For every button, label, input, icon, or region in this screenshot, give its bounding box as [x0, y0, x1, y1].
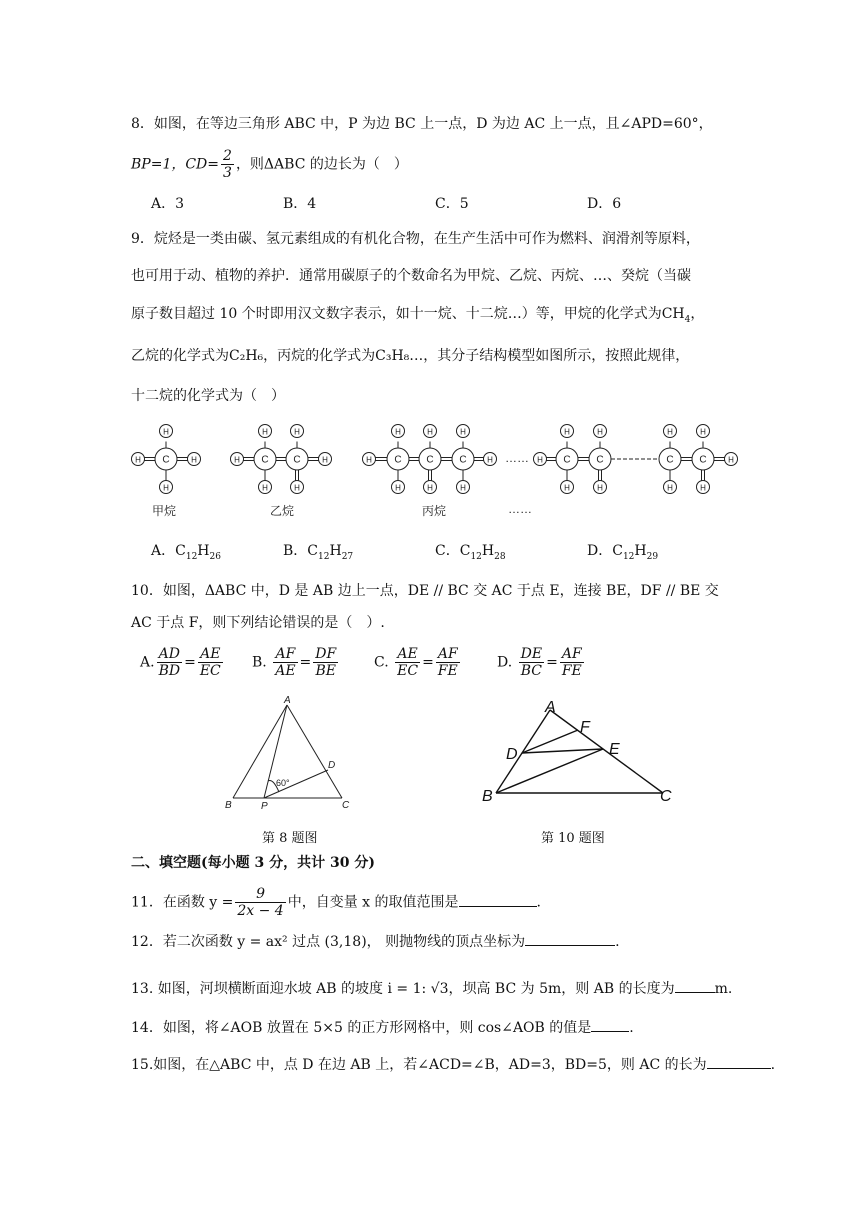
q10-line2: AC 于点 F，则下列结论错误的是（ ）.: [131, 615, 385, 631]
fig10-label-e: E: [609, 741, 620, 758]
q10-option-a: A. $\frac{AD}{BD}$ = $\frac{AE}{EC}$: [140, 646, 221, 679]
hydrogen-atom-symbol: H: [537, 455, 543, 465]
q8-tail: ，则ΔABC 的边长为（ ）: [235, 156, 408, 173]
carbon-atom-symbol: C: [459, 454, 467, 466]
hydrogen-atom-symbol: H: [700, 483, 706, 493]
figure-8: [215, 692, 365, 822]
section-2-heading: 二、填空题(每小题 3 分，共计 30 分): [131, 855, 375, 871]
q9-line4: 乙烷的化学式为C₂H₆，丙烷的化学式为C₃H₈…，其分子结构模型如图所示，按照此规律，: [131, 348, 690, 364]
segment-pd: [264, 770, 328, 798]
hydrogen-atom-symbol: H: [163, 427, 169, 437]
hydrogen-atom-symbol: H: [564, 427, 570, 437]
q9-line3-text: 原子数目超过 10 个时即用汉文数字表示，如十一烷、十二烷…）等，甲烷的化学式为CH: [131, 306, 685, 322]
q9-line3: [131, 304, 704, 330]
hydrogen-atom-symbol: H: [597, 427, 603, 437]
hydrogen-atom-symbol: H: [135, 455, 141, 465]
carbon-atom-symbol: C: [261, 454, 269, 466]
q8-option-b: B．4: [283, 196, 317, 212]
hydrogen-atom-symbol: H: [564, 483, 570, 493]
q8-frac-num: 2: [223, 148, 232, 164]
hydrogen-atom-symbol: H: [234, 455, 240, 465]
side-ac: [550, 710, 663, 793]
q9-option-a: A．$C_{12}H_{26}$: [151, 543, 221, 562]
hydrogen-atom-symbol: H: [667, 483, 673, 493]
q10-option-b: B. $\frac{AF}{AE}$ = $\frac{DF}{BE}$: [252, 646, 337, 679]
fig8-label-b: B: [225, 800, 232, 811]
figure-10-caption: 第 10 题图: [541, 831, 605, 846]
hydrogen-atom-symbol: H: [427, 483, 433, 493]
fig8-label-c: C: [342, 800, 350, 811]
q8-line1: 8．如图，在等边三角形 ABC 中，P 为边 BC 上一点，D 为边 AC 上一点，且∠APD=60°，: [131, 116, 713, 132]
carbon-atom-symbol: C: [699, 454, 707, 466]
q9-line1: 9．烷烃是一类由碳、氢元素组成的有机化合物，在生产生活中可作为燃料、润滑剂等原料，: [131, 231, 700, 247]
hydrogen-atom-symbol: H: [460, 483, 466, 493]
q9-line3-sub: 4: [684, 314, 691, 325]
hydrogen-atom-symbol: H: [460, 427, 466, 437]
ellipsis-mid-1: ……: [505, 451, 529, 465]
hydrogen-atom-symbol: H: [395, 427, 401, 437]
q9-option-c: C．$C_{12}H_{28}$: [435, 543, 506, 562]
fig8-label-p: P: [261, 801, 268, 812]
q14-answer-blank[interactable]: [591, 1017, 629, 1032]
ellipsis-bottom: ……: [508, 502, 532, 516]
molecule-diagram: [0, 415, 868, 525]
q9-option-b: B．$C_{12}H_{27}$: [283, 543, 354, 562]
hydrogen-atom-symbol: H: [262, 427, 268, 437]
hydrogen-atom-symbol: H: [366, 455, 372, 465]
figure-8-caption: 第 8 题图: [262, 831, 318, 846]
q9-line5: 十二烷的化学式为（ ）: [131, 388, 285, 404]
carbon-atom-symbol: C: [162, 454, 170, 466]
fig10-label-c: C: [660, 788, 672, 805]
hydrogen-atom-symbol: H: [262, 483, 268, 493]
carbon-atom-symbol: C: [563, 454, 571, 466]
carbon-atom-symbol: C: [293, 454, 301, 466]
hydrogen-atom-symbol: H: [163, 483, 169, 493]
ethane-label: 乙烷: [270, 504, 295, 518]
carbon-atom-symbol: C: [426, 454, 434, 466]
q11: 11．在函数 y = $\frac{9}{2x - 4}$ 中，自变量 x 的取值范围是 .: [131, 886, 541, 919]
q8-fraction: [221, 148, 234, 181]
q9-line3-end: ，: [690, 306, 705, 322]
hydrogen-atom-symbol: H: [427, 427, 433, 437]
q12: 12．若二次函数 y = ax² 过点 (3,18)， 则抛物线的顶点坐标为 .: [131, 931, 620, 952]
hydrogen-atom-symbol: H: [294, 427, 300, 437]
hydrogen-atom-symbol: H: [667, 427, 673, 437]
carbon-atom-symbol: C: [394, 454, 402, 466]
hydrogen-atom-symbol: H: [294, 483, 300, 493]
fig8-angle-label: 60°: [276, 778, 290, 788]
fig10-label-a: A: [545, 699, 556, 716]
fig10-label-d: D: [506, 746, 518, 763]
fig8-label-d: D: [328, 760, 336, 771]
fig8-label-a: A: [284, 695, 291, 706]
segment-df: [522, 730, 578, 753]
q10-line1: 10．如图，ΔABC 中，D 是 AB 边上一点，DE // BC 交 AC 于点 E，连接 BE，DF // BE 交: [131, 583, 719, 599]
q12-answer-blank[interactable]: [525, 931, 615, 946]
hydrogen-atom-symbol: H: [395, 483, 401, 493]
q13: 13. 如图，河坝横断面迎水坡 AB 的坡度 i = 1: √3，坝高 BC 为 5m，则 AB 的长度为 m.: [131, 978, 732, 999]
q14: 14．如图，将∠AOB 放置在 5×5 的正方形网格中，则 cos∠AOB 的值是 .: [131, 1017, 634, 1038]
q8-option-d: D．6: [587, 196, 622, 212]
carbon-atom-symbol: C: [596, 454, 604, 466]
hydrogen-atom-symbol: H: [728, 455, 734, 465]
q13-answer-blank[interactable]: [675, 978, 715, 993]
segment-de: [522, 749, 603, 753]
q10-option-d: D. $\frac{DE}{BC}$ = $\frac{AF}{FE}$: [497, 646, 582, 679]
q8-line2: [131, 148, 408, 181]
fig10-label-f: F: [580, 719, 590, 736]
q9-line2: 也可用于动、植物的养护．通常用碳原子的个数命名为甲烷、乙烷、丙烷、…、癸烷（当碳: [131, 268, 691, 284]
hydrogen-atom-symbol: H: [700, 427, 706, 437]
q8-option-c: C．5: [435, 196, 469, 212]
fig10-label-b: B: [482, 788, 493, 805]
hydrogen-atom-symbol: H: [487, 455, 493, 465]
hydrogen-atom-symbol: H: [191, 455, 197, 465]
q10-option-c: C. $\frac{AE}{EC}$ = $\frac{AF}{FE}$: [374, 646, 458, 679]
hydrogen-atom-symbol: H: [597, 483, 603, 493]
carbon-atom-symbol: C: [666, 454, 674, 466]
q9-option-d: D．$C_{12}H_{29}$: [587, 543, 659, 562]
q15-answer-blank[interactable]: [707, 1054, 771, 1069]
figure-10: [478, 693, 688, 813]
q11-answer-blank[interactable]: [459, 892, 537, 907]
q8-bp: BP=1，CD=: [131, 156, 220, 173]
q15: 15.如图，在△ABC 中，点 D 在边 AB 上，若∠ACD=∠B，AD=3，BD=5，则 AC 的长为 .: [131, 1054, 775, 1075]
methane-label: 甲烷: [152, 504, 177, 518]
propane-label: 丙烷: [422, 504, 447, 518]
q8-frac-den: 3: [223, 165, 232, 181]
hydrogen-atom-symbol: H: [322, 455, 328, 465]
q8-option-a: A．3: [151, 196, 185, 212]
